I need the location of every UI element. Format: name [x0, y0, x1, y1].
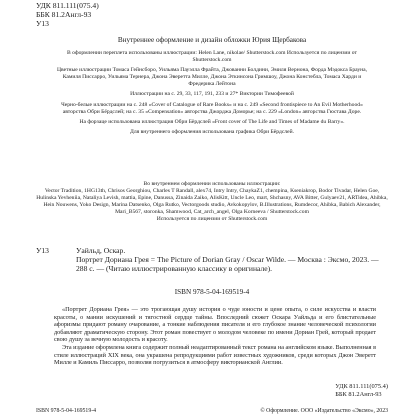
- internal-license: Используется по лицензии от Shutterstock.com: [156, 216, 268, 223]
- udc-code: УДК 811.111(075.4): [335, 383, 388, 390]
- internal-list: Vector Tradition, 1HG13th, Chrisos Georghiou, Charles T Randall, alex74, Intry Intry, ChaykaZ1, chempina, Kseniakrop, Bodor Tivadar, Helen Goe, Hulinska Yevheniia, Nataliya Levish, mattia, Epine, Danussa, Zinaida Zaiko, AlisKitt, Uncle Leo, mart, Shchasny, AVA Bitter, Gulyaev21, ARTidea, Ahibka, Hein Nouwens, Yoko Design, Marina Datsenko, Olga Rutko, Vectorgoods studio, Avkokopylov, B.Illustrations, Rumdecor, Ahibka, Babich Alexander, Mari_B567, storonka, Shamwood, Cat_arch_angel, Olga Korneeva / Shutterstock.com: [36, 188, 388, 216]
- footer-isbn: ISBN 978-5-04-169519-4: [36, 408, 97, 414]
- bottom-classification: [335, 383, 388, 399]
- internal-illustration-credits: [36, 181, 388, 224]
- record-code: У13: [36, 246, 49, 255]
- credit-paragraph: Иллюстрации на с. 29, 33, 117, 191, 233 и 27* Виктории Тимофеевой: [130, 91, 294, 98]
- bbk-code: ББК 81.2Англ-93: [335, 390, 382, 398]
- credit-paragraph: На форзаце использована иллюстрация Обри Бёрдслей «Front cover of The Life and Times of Madame du Barry».: [79, 118, 345, 125]
- credit-paragraph: В оформлении переплета использованы иллюстрации: Helen Lane, nikolae/ Shutterstock.com Используется по лицензии от Shutterstock.com: [67, 50, 357, 64]
- footer-copyright: © Оформление. ООО «Издательство «Эксмо», 2023: [260, 408, 388, 414]
- annotation-paragraph: «Портрет Дориана Грея» — это трогающая душу история о чуде юности и цене опыта, о силе искусства и власти красоты, о мании искушений и тягостной сердце тайны. Впоследний сюжет Оскара Уайльда и его блистательные афоризмы придают роману очарование, а тонкие наблюдения писателя и его глубокое знание человеческой психологии добавляют драматическую сторону. Этот роман повествует о молодом человеке по имени Дориан Грей, который продает свою душу за вечную молодость и красоту.: [54, 306, 376, 344]
- record-author: Уайльд, Оскар.: [76, 246, 126, 255]
- record-description: Портрет Дориана Грея = The Picture of Dorian Gray / Oscar Wilde. — Москва : Эксмо, 2023. — 288 с. — (Читаю иллюстрированную классику в оригинале).: [76, 255, 379, 274]
- record-isbn: ISBN 978-5-04-169519-4: [174, 288, 250, 296]
- credit-paragraph: Цветные иллюстрации Томаса Гейнсборо, Уильяма Пауэлла Фрайта, Джованни Болдини, Эмиля Вернона, Форда Мэдокса Брауна, Камиля Писсарро, Уильяма Тернера, Джона Эверетта Милле, Джона Эткинсона Гримшоу, Джона Констебла, Томаса Харди и Фредерика Лейтона: [56, 67, 368, 88]
- annotation-paragraph: Эта издание оформлена книга содержит полный неадаптированный текст романа на английском языке. Выполненная в стиле иллюстраций XIX века, она украшена репродукциями работ известных художников, среди которых Джон Эверетт Милле и Камиль Писсарро, позволяя погрузиться в атмосферу викторианской Англии.: [54, 343, 376, 367]
- annotation: [54, 306, 376, 367]
- illustration-credits: [53, 50, 371, 139]
- author-code: У13: [36, 19, 49, 29]
- udc-code: УДК 811.111(075.4): [36, 1, 99, 10]
- copyright-page: [36, 0, 388, 420]
- credit-paragraph: Для внутреннего оформления использована графика Обри Бёрдслей.: [130, 128, 294, 135]
- internal-heading: Во внутреннем оформлении использованы иллюстрации:: [143, 181, 281, 187]
- bbk-code: ББК 81.2Англ-93: [36, 10, 92, 20]
- classification-header: [36, 1, 99, 29]
- design-credit: Внутреннее оформление и дизайн обложки Юрия Щербакова: [117, 36, 307, 44]
- credit-paragraph: Черно-белые иллюстрации на с. 248 «Cover of Catalogue of Rare Books» и на с. 249 «Second frontispiece to An Evil Motherhood» авторства Обри Бёрдслей; на с. 35 «Compensation» авторства Джорджа Доморье; на с. 229 «London» авторства Гюстава Доре.: [61, 101, 363, 115]
- bibliographic-record: [36, 246, 388, 274]
